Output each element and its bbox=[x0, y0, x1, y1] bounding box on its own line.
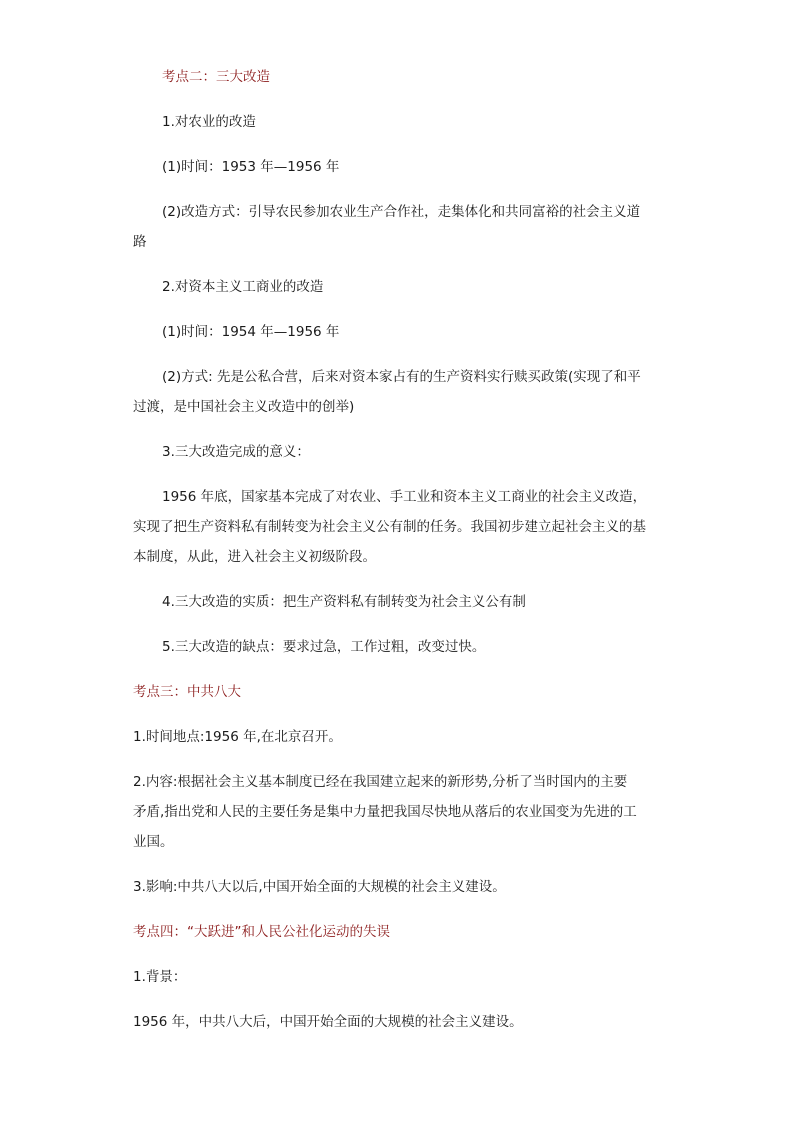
item-shortcomings: 5.三大改造的缺点：要求过急，工作过粗，改变过快。 bbox=[162, 639, 486, 655]
item-significance-line1: 1956 年底，国家基本完成了对农业、手工业和资本主义工商业的社会主义改造， bbox=[162, 489, 647, 505]
item-title-significance: 3.三大改造完成的意义： bbox=[162, 444, 310, 460]
item-agriculture-time: (1)时间：1953 年—1956 年 bbox=[162, 159, 340, 175]
item-congress-content-line1: 2.内容:根据社会主义基本制度已经在我国建立起来的新形势,分析了当时国内的主要 bbox=[133, 774, 628, 790]
item-congress-content-line2: 矛盾,指出党和人民的主要任务是集中力量把我国尽快地从落后的农业国变为先进的工 bbox=[133, 804, 637, 820]
item-essence: 4.三大改造的实质：把生产资料私有制转变为社会主义公有制 bbox=[162, 594, 526, 610]
item-congress-content-line3: 业国。 bbox=[133, 834, 174, 850]
item-title-background: 1.背景： bbox=[133, 969, 187, 985]
item-significance-line3: 本制度，从此，进入社会主义初级阶段。 bbox=[133, 549, 376, 565]
item-capitalism-time: (1)时间：1954 年—1956 年 bbox=[162, 324, 340, 340]
item-background-text: 1956 年，中共八大后，中国开始全面的大规模的社会主义建设。 bbox=[133, 1014, 523, 1030]
section-heading-reform: 考点二：三大改造 bbox=[162, 69, 270, 85]
item-congress-influence: 3.影响:中共八大以后,中国开始全面的大规模的社会主义建设。 bbox=[133, 879, 506, 895]
item-significance-line2: 实现了把生产资料私有制转变为社会主义公有制的任务。我国初步建立起社会主义的基 bbox=[133, 519, 646, 535]
item-agriculture-method-line2: 路 bbox=[133, 234, 147, 250]
section-heading-eighth-congress: 考点三：中共八大 bbox=[133, 684, 241, 700]
item-title-agriculture: 1.对农业的改造 bbox=[162, 114, 256, 130]
section-heading-great-leap: 考点四：“大跃进”和人民公社化运动的失误 bbox=[133, 924, 390, 940]
item-congress-time-place: 1.时间地点:1956 年,在北京召开。 bbox=[133, 729, 342, 745]
item-agriculture-method-line1: (2)改造方式：引导农民参加农业生产合作社，走集体化和共同富裕的社会主义道 bbox=[162, 204, 641, 220]
item-capitalism-method-line2: 过渡，是中国社会主义改造中的创举) bbox=[133, 399, 355, 415]
item-capitalism-method-line1: (2)方式: 先是公私合营，后来对资本家占有的生产资料实行赎买政策(实现了和平 bbox=[162, 369, 641, 385]
item-title-capitalism: 2.对资本主义工商业的改造 bbox=[162, 279, 324, 295]
